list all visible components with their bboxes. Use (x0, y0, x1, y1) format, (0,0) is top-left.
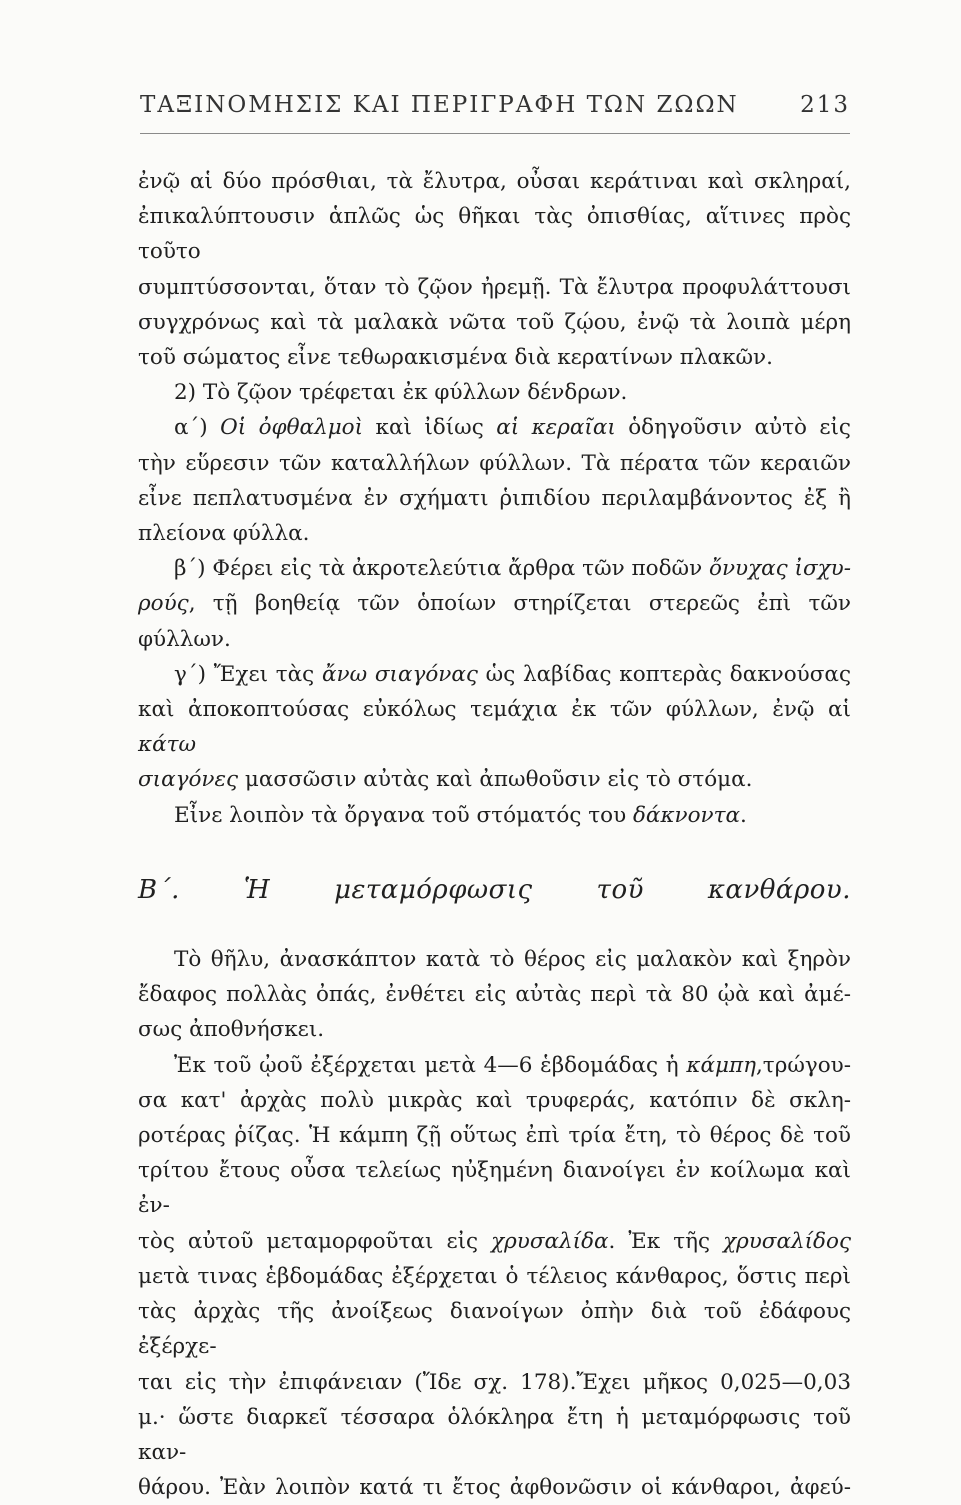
text-span: . Ἐκ τῆς (608, 1228, 724, 1254)
italic-term: Οἱ ὀφθαλμοὶ (220, 415, 364, 441)
text-line (138, 551, 851, 586)
text-line: 2) Τὸ ζῷον τρέφεται ἐκ φύλλων δένδρων. (174, 380, 628, 406)
running-header (140, 92, 850, 132)
section-heading: Β΄. Ἡ μεταμόρφωσις τοῦ κανθάρου. (138, 874, 851, 905)
text-line: τοῦ σώματος εἶνε τεθωρακισμένα διὰ κερατίνων πλακῶν. (138, 345, 773, 371)
italic-term: κάμπη (686, 1052, 756, 1078)
text-line: πλείονα φύλλα. (138, 521, 310, 547)
text-span: β΄) Φέρει εἰς τὰ ἀκροτελεύτια ἄρθρα τῶν ποδῶν (174, 556, 709, 582)
text-line: σως ἀποθνήσκει. (138, 1017, 325, 1043)
italic-term: ὄνυχας ἰσχυ- (709, 556, 851, 582)
text-line: μ.· ὥστε διαρκεῖ τέσσαρα ὁλόκληρα ἔτη ἡ μεταμόρφωσις τοῦ καν- (138, 1404, 851, 1465)
text-line: τὴν εὕρεσιν τῶν καταλλήλων φύλλων. Τὰ πέρατα τῶν κεραιῶν (138, 450, 851, 476)
text-span: ὡς λαβίδας κοπτερὰς δακνούσας (477, 661, 851, 687)
text-line: ἔδαφος πολλὰς ὀπάς, ἐνθέτει εἰς αὐτὰς περὶ τὰ 80 ᾠὰ καὶ ἀμέ- (138, 982, 851, 1008)
text-line: ροτέρας ῥίζας. Ἡ κάμπη ζῇ οὕτως ἐπὶ τρία ἔτη, τὸ θέρος δὲ τοῦ (138, 1123, 851, 1149)
text-span: μασσῶσιν αὐτὰς καὶ ἀπωθοῦσιν εἰς τὸ στόμα. (238, 767, 753, 793)
text-line: ται εἰς τὴν ἐπιφάνειαν (Ἴδε σχ. 178).Ἔχει μῆκος 0,025—0,03 (138, 1369, 851, 1395)
italic-term: αἱ κεραῖαι (496, 415, 616, 441)
text-line: σα κατ' ἀρχὰς πολὺ μικρὰς καὶ τρυφεράς, κατόπιν δὲ σκλη- (138, 1087, 851, 1113)
italic-term: σιαγόνες (138, 767, 239, 793)
text-span: Ἐκ τοῦ ᾠοῦ ἐξέρχεται μετὰ 4—6 ἑβδομάδας ἡ (174, 1052, 687, 1078)
text-line: μετὰ τινας ἑβδομάδας ἐξέρχεται ὁ τέλειος κάνθαρος, ὅστις περὶ (138, 1263, 851, 1289)
text-span: καὶ ἀποκοπτούσας εὐκόλως τεμάχια ἐκ τῶν φύλλων, ἐνῷ αἱ (138, 697, 851, 723)
text-line: συγχρόνως καὶ τὰ μαλακὰ νῶτα τοῦ ζῴου, ἐνῷ τὰ λοιπὰ μέρη (138, 309, 851, 335)
text-line (138, 586, 851, 656)
italic-term: ἄνω σιαγόνας (321, 661, 478, 687)
text-line: ἐπικαλύπτουσιν ἁπλῶς ὡς θῆκαι τὰς ὀπισθίας, αἵτινες πρὸς τοῦτο (138, 204, 851, 265)
text-line: Τὸ θῆλυ, ἀνασκάπτον κατὰ τὸ θέρος εἰς μαλακὸν καὶ ξηρὸν (174, 947, 851, 973)
text-span: α΄) (174, 415, 221, 441)
text-span: ,τρώγου- (755, 1052, 851, 1078)
text-line: θάρου. Ἐὰν λοιπὸν κατά τι ἔτος ἀφθονῶσιν οἱ κάνθαροι, ἀφεύ- (138, 1475, 851, 1501)
italic-term: κάτω (138, 732, 197, 758)
text-body (138, 164, 851, 1505)
text-span: . (740, 802, 747, 828)
text-line: συμπτύσσονται, ὅταν τὸ ζῷον ἠρεμῇ. Τὰ ἔλυτρα προφυλάττουσι (138, 274, 851, 300)
text-line: τὰς ἀρχὰς τῆς ἀνοίξεως διανοίγων ὀπὴν διὰ τοῦ ἐδάφους ἐξέρχε- (138, 1299, 851, 1360)
text-span: Εἶνε λοιπὸν τὰ ὄργανα τοῦ στόματός του (174, 802, 633, 828)
text-line (138, 657, 851, 692)
text-span: ὁδηγοῦσιν αὐτὸ εἰς (615, 415, 851, 441)
italic-term: χρυσαλίδα (491, 1228, 609, 1254)
italic-term: χρυσαλίδος (723, 1228, 851, 1254)
text-line (138, 1048, 851, 1083)
running-title: ΤΑΞΙΝΟΜΗΣΙΣ ΚΑΙ ΠΕΡΙΓΡΑΦΗ ΤΩΝ ΖΩΩΝ (140, 92, 739, 118)
text-line (138, 762, 851, 797)
page-number: 213 (800, 92, 850, 118)
text-line: εἶνε πεπλατυσμένα ἐν σχήματι ῥιπιδίου περιλαμβάνοντος ἐξ ἢ (138, 485, 851, 511)
text-span: τὸς αὐτοῦ μεταμορφοῦται εἰς (138, 1228, 492, 1254)
text-line (138, 798, 851, 833)
text-line: τρίτου ἔτους οὖσα τελείως ηὐξημένη διανοίγει ἐν κοίλωμα καὶ ἐν- (138, 1158, 851, 1219)
italic-term: ρούς (138, 591, 189, 617)
header-rule (140, 133, 850, 134)
text-line (138, 410, 851, 445)
text-line: ἐνῷ αἱ δύο πρόσθιαι, τὰ ἔλυτρα, οὖσαι κεράτιναι καὶ σκληραί, (138, 169, 851, 194)
italic-term: δάκνοντα (632, 802, 741, 828)
text-span: γ΄) Ἔχει τὰς (174, 661, 322, 687)
text-line (138, 1224, 851, 1259)
text-span: καὶ ἰδίως (363, 415, 497, 441)
text-line (138, 692, 851, 762)
text-span: , τῇ βοηθείᾳ τῶν ὁποίων στηρίζεται στερεῶς ἐπὶ τῶν φύλλων. (138, 591, 851, 652)
